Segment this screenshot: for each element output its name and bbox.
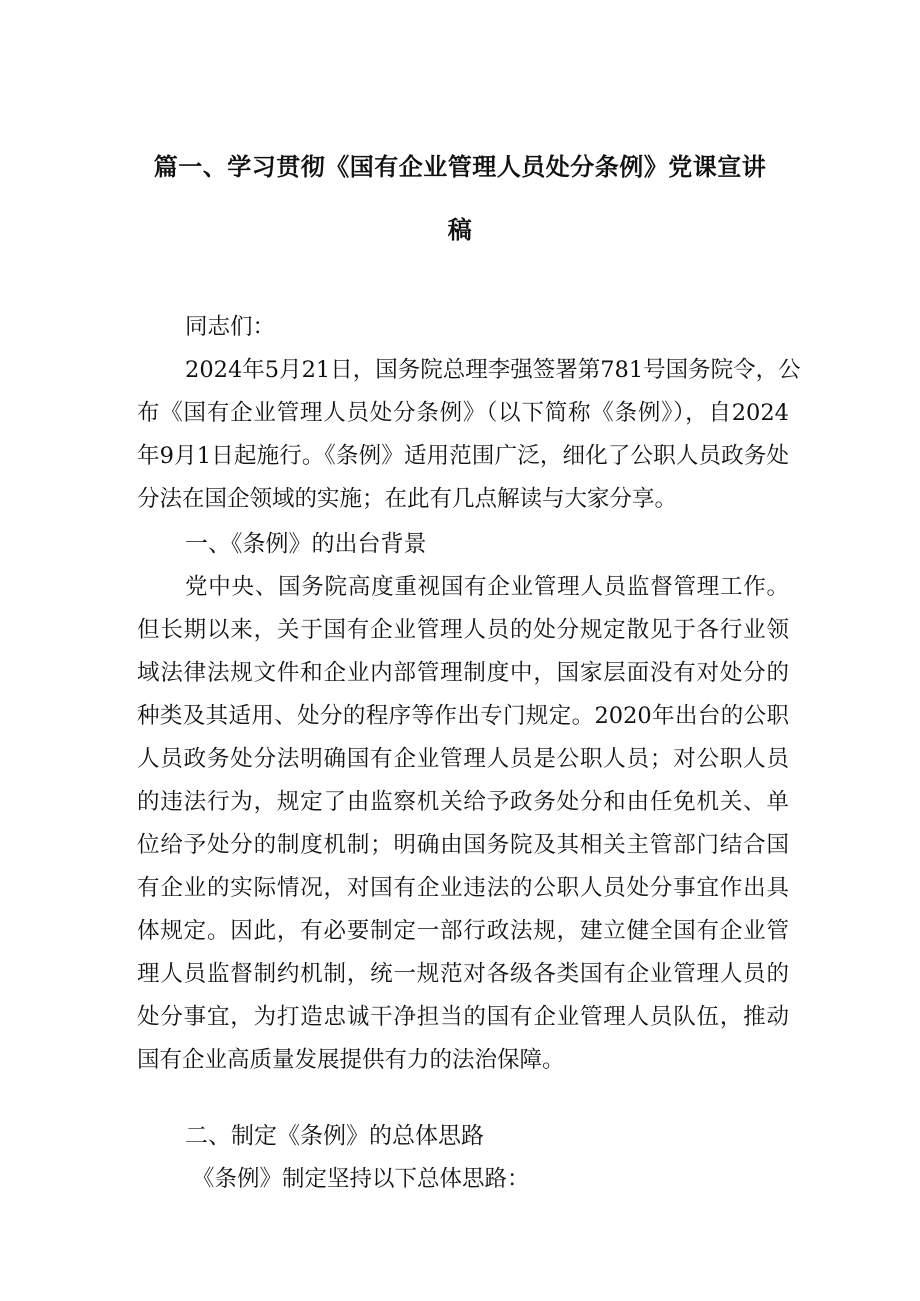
section-2-intro: 《条例》制定坚持以下总体思路：	[192, 1166, 530, 1192]
section-1-line-12: 国有企业高质量发展提供有力的法治保障。	[137, 1047, 565, 1073]
document-title-line-2: 稿	[447, 216, 473, 244]
section-1-line-1: 党中央、国务院高度重视国有企业管理人员监督管理工作。	[185, 574, 789, 600]
section-1-line-4: 种类及其适用、处分的程序等作出专门规定。2020年出台的公职	[137, 703, 789, 729]
paragraph-1-line-1: 2024年5月21日，国务院总理李强签署第781号国务院令，公	[185, 357, 801, 383]
section-1-line-5: 人员政务处分法明确国有企业管理人员是公职人员；对公职人员	[137, 746, 789, 772]
section-1-line-11: 处分事宜，为打造忠诚干净担当的国有企业管理人员队伍，推动	[137, 1004, 789, 1030]
section-1-line-9: 体规定。因此，有必要制定一部行政法规，建立健全国有企业管	[137, 918, 789, 944]
section-1-line-2: 但长期以来，关于国有企业管理人员的处分规定散见于各行业领	[137, 617, 789, 643]
salutation: 同志们：	[185, 314, 276, 340]
section-1-line-6: 的违法行为，规定了由监察机关给予政务处分和由任免机关、单	[137, 789, 789, 815]
paragraph-1-line-2: 布《国有企业管理人员处分条例》（以下简称《条例》），自2024	[137, 400, 789, 426]
section-1-line-8: 有企业的实际情况，对国有企业违法的公职人员处分事宜作出具	[137, 875, 789, 901]
section-1-line-7: 位给予处分的制度机制；明确由国务院及其相关主管部门结合国	[137, 832, 789, 858]
section-1-heading: 一、《条例》的出台背景	[185, 531, 427, 557]
section-1-line-10: 理人员监督制约机制，统一规范对各级各类国有企业管理人员的	[137, 961, 789, 987]
document-title-line-1: 篇一、学习贯彻《国有企业管理人员处分条例》党课宣讲	[153, 153, 767, 181]
section-2-heading: 二、制定《条例》的总体思路	[185, 1123, 484, 1149]
paragraph-1-line-4: 分法在国企领域的实施；在此有几点解读与大家分享。	[137, 486, 678, 512]
section-1-line-3: 域法律法规文件和企业内部管理制度中，国家层面没有对处分的	[137, 660, 789, 686]
paragraph-1-line-3: 年9月1日起施行。《条例》适用范围广泛，细化了公职人员政务处	[137, 443, 789, 469]
